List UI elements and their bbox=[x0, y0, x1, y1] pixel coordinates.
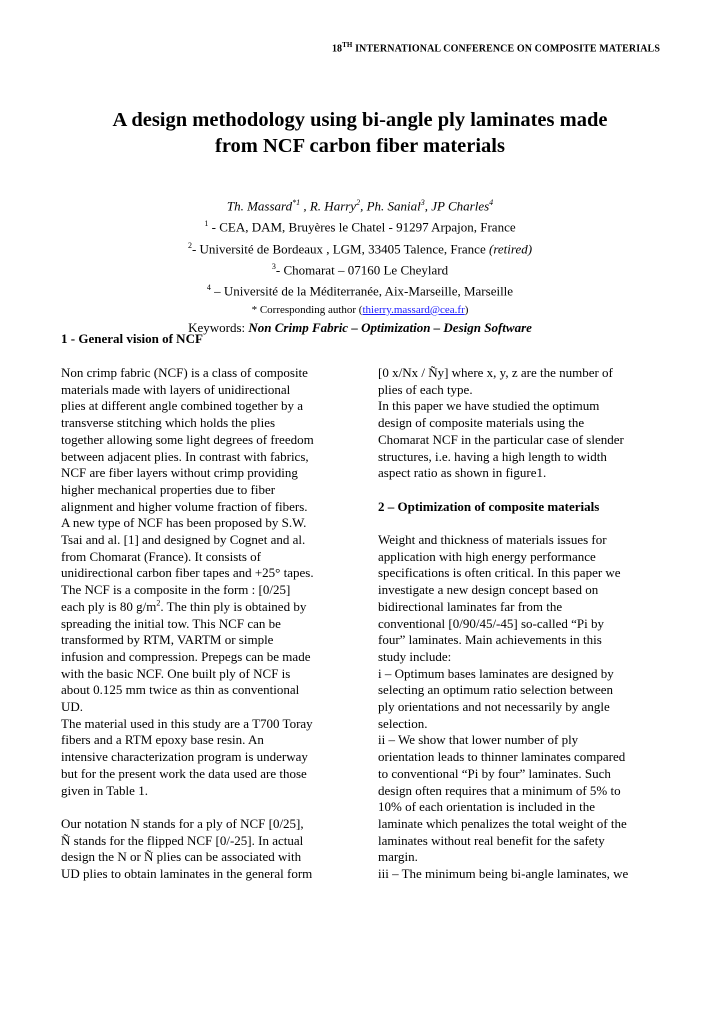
aff1-text: - CEA, DAM, Bruyères le Chatel - 91297 Arpajon, France bbox=[208, 219, 516, 235]
paragraph-gap bbox=[61, 799, 361, 816]
right-p2-l10: ply orientations and not necessarily by angle bbox=[378, 699, 610, 715]
right-p2-l13: orientation leads to thinner laminates compared bbox=[378, 749, 626, 765]
author-block bbox=[0, 194, 720, 337]
right-p1-l6: aspect ratio as shown in figure1. bbox=[378, 465, 547, 481]
author-1-sup: *1 bbox=[292, 198, 301, 207]
corr-email-link[interactable]: thierry.massard@cea.fr bbox=[362, 303, 465, 316]
keywords-colon: : bbox=[241, 319, 249, 335]
left-p1b-l3: with the basic NCF. One built ply of NCF is bbox=[61, 665, 291, 681]
left-p1-l11: from Chomarat (France). It consists of bbox=[61, 548, 262, 564]
keywords-label: Keywords bbox=[188, 319, 242, 335]
title-line-1: A design methodology using bi-angle ply laminates made bbox=[112, 109, 608, 131]
aff4-text: – Université de la Méditerranée, Aix-Marseille, Marseille bbox=[210, 283, 514, 299]
ply-weight-post: . The thin ply is obtained by bbox=[160, 598, 307, 614]
left-p1-l0: Non crimp fabric (NCF) is a class of composite bbox=[61, 365, 308, 380]
left-p1b-l10: given in Table 1. bbox=[61, 782, 148, 798]
left-p1b-l1: transformed by RTM, VARTM or simple bbox=[61, 632, 274, 648]
right-p1-l2: In this paper we have studied the optimum bbox=[378, 398, 600, 414]
section-2-heading: 2 – Optimization of composite materials bbox=[378, 498, 600, 514]
left-p1b-l4: about 0.125 mm twice as thin as conventional bbox=[61, 682, 300, 698]
left-p2-l2: design the N or Ñ plies can be associated with bbox=[61, 849, 302, 865]
right-p1-l5: structures, i.e. having a high length to width bbox=[378, 448, 607, 464]
right-p1-l4: Chomarat NCF in the particular case of slender bbox=[378, 431, 624, 447]
left-p1b-l6: The material used in this study are a T700 Toray bbox=[61, 715, 313, 731]
aff3-sup: 3 bbox=[271, 261, 276, 271]
left-p1b-l2: infusion and compression. Prepegs can be made bbox=[61, 648, 311, 664]
affiliation-1 bbox=[0, 215, 720, 236]
left-p1-l1: materials made with layers of unidirectional bbox=[61, 381, 291, 397]
keywords-text: Non Crimp Fabric – Optimization – Design Software bbox=[248, 319, 532, 335]
conf-sup: TH bbox=[342, 41, 353, 49]
left-p1-l3: transverse stitching which holds the plies bbox=[61, 415, 276, 431]
conf-title: INTERNATIONAL CONFERENCE ON COMPOSITE MATERIALS bbox=[352, 43, 660, 55]
right-p2-l12: ii – We show that lower number of ply bbox=[378, 732, 579, 748]
right-p1-l1: plies of each type. bbox=[378, 381, 473, 397]
right-p2-l1: application with high energy performance bbox=[378, 548, 596, 564]
left-p1-l4: together allowing some light degrees of freedom bbox=[61, 431, 314, 447]
left-p1b-l7: fibers and a RTM epoxy base resin. An bbox=[61, 732, 264, 748]
paper-title bbox=[0, 107, 720, 159]
left-p2-l1: Ñ stands for the flipped NCF [0/-25]. In actual bbox=[61, 832, 304, 848]
corr-suffix: ) bbox=[464, 303, 469, 316]
left-p1-l5: between adjacent plies. In contrast with fabrics, bbox=[61, 448, 309, 464]
right-p2-l20: iii – The minimum being bi-angle laminates, we bbox=[378, 866, 629, 882]
left-p1b-l8: intensive characterization program is underway bbox=[61, 749, 308, 765]
left-p2-l0: Our notation N stands for a ply of NCF [0/25], bbox=[61, 815, 304, 831]
left-column bbox=[61, 365, 361, 883]
right-p2-l16: 10% of each orientation is included in the bbox=[378, 799, 595, 815]
right-p1-l3: design of composite materials using the bbox=[378, 415, 585, 431]
corresponding-author bbox=[0, 301, 720, 319]
aff1-sup: 1 bbox=[204, 219, 209, 229]
right-p2-l9: selecting an optimum ratio selection between bbox=[378, 682, 614, 698]
author-3: , Ph. Sanial bbox=[360, 198, 421, 214]
right-p2-l14: to conventional “Pi by four” laminates. Such bbox=[378, 765, 611, 781]
right-p2-l0: Weight and thickness of materials issues for bbox=[378, 532, 607, 547]
right-p2-l15: design often requires that a minimum of 5% to bbox=[378, 782, 621, 798]
author-3-sup: 3 bbox=[420, 198, 425, 207]
left-p1-l12: unidirectional carbon fiber tapes and +25° tapes. bbox=[61, 565, 314, 581]
left-p1-l10: Tsai and al. [1] and designed by Cognet and al. bbox=[61, 532, 306, 548]
paragraph-gap bbox=[378, 482, 668, 499]
author-list bbox=[0, 194, 720, 215]
right-p2-l18: laminates without real benefit for the safety bbox=[378, 832, 605, 848]
author-2-sup: 2 bbox=[356, 198, 361, 207]
author-4: , JP Charles bbox=[424, 198, 490, 214]
left-p1b-l0: spreading the initial tow. This NCF can be bbox=[61, 615, 281, 631]
author-2: , R. Harry bbox=[300, 198, 357, 214]
paragraph-gap bbox=[378, 515, 668, 532]
aff2-sup: 2 bbox=[187, 240, 192, 250]
right-p2-l11: selection. bbox=[378, 715, 428, 731]
affiliation-4 bbox=[0, 279, 720, 300]
ply-weight-line bbox=[61, 599, 361, 616]
author-4-sup: 4 bbox=[489, 198, 494, 207]
left-p1-l9: A new type of NCF has been proposed by S.W. bbox=[61, 515, 307, 531]
right-p1-l0: [0 x/Nx / Ñy] where x, y, z are the number of bbox=[378, 365, 613, 380]
aff2-text: - Université de Bordeaux , LGM, 33405 Talence, France bbox=[191, 240, 489, 256]
left-p1b-l5: UD. bbox=[61, 699, 84, 715]
title-line-2: from NCF carbon fiber materials bbox=[215, 135, 505, 157]
left-p1-l2: plies at different angle combined together by a bbox=[61, 398, 303, 414]
affiliation-2 bbox=[0, 237, 720, 258]
running-header bbox=[0, 41, 660, 54]
right-p2-l7: study include: bbox=[378, 648, 452, 664]
left-p1-l13: The NCF is a composite in the form : [0/25] bbox=[61, 582, 291, 598]
right-p2-l6: four” laminates. Main achievements in this bbox=[378, 632, 602, 648]
affiliation-3 bbox=[0, 258, 720, 279]
left-p1b-l9: but for the present work the data used are those bbox=[61, 765, 307, 781]
right-column bbox=[378, 365, 668, 883]
right-p2-l5: conventional [0/90/45/-45] so-called “Pi by bbox=[378, 615, 605, 631]
corr-prefix: * Corresponding author ( bbox=[251, 303, 363, 316]
aff3-text: - Chomarat – 07160 Le Cheylard bbox=[275, 262, 449, 278]
left-p1-l6: NCF are fiber layers without crimp providing bbox=[61, 465, 298, 481]
right-p2-l19: margin. bbox=[378, 849, 418, 865]
right-p2-l3: investigate a new design concept based on bbox=[378, 582, 599, 598]
conf-number: 18 bbox=[331, 43, 343, 55]
right-p2-l17: laminate which penalizes the total weight of the bbox=[378, 815, 627, 831]
ply-weight-sup: 2 bbox=[156, 598, 161, 608]
aff2-retired: (retired) bbox=[488, 240, 533, 256]
aff4-sup: 4 bbox=[206, 283, 211, 293]
left-p2-l3: UD plies to obtain laminates in the general form bbox=[61, 866, 313, 882]
left-p1-l7: higher mechanical properties due to fiber bbox=[61, 481, 276, 497]
author-1: Th. Massard bbox=[226, 198, 293, 214]
section-1-heading: 1 - General vision of NCF bbox=[61, 331, 203, 346]
left-p1-l8: alignment and higher volume fraction of fibers. bbox=[61, 498, 308, 514]
right-p2-l8: i – Optimum bases laminates are designed by bbox=[378, 665, 614, 681]
right-p2-l4: bidirectional laminates far from the bbox=[378, 598, 563, 614]
ply-weight-pre: each ply is 80 g/m bbox=[61, 598, 157, 614]
right-p2-l2: specifications is often critical. In this paper we bbox=[378, 565, 621, 581]
